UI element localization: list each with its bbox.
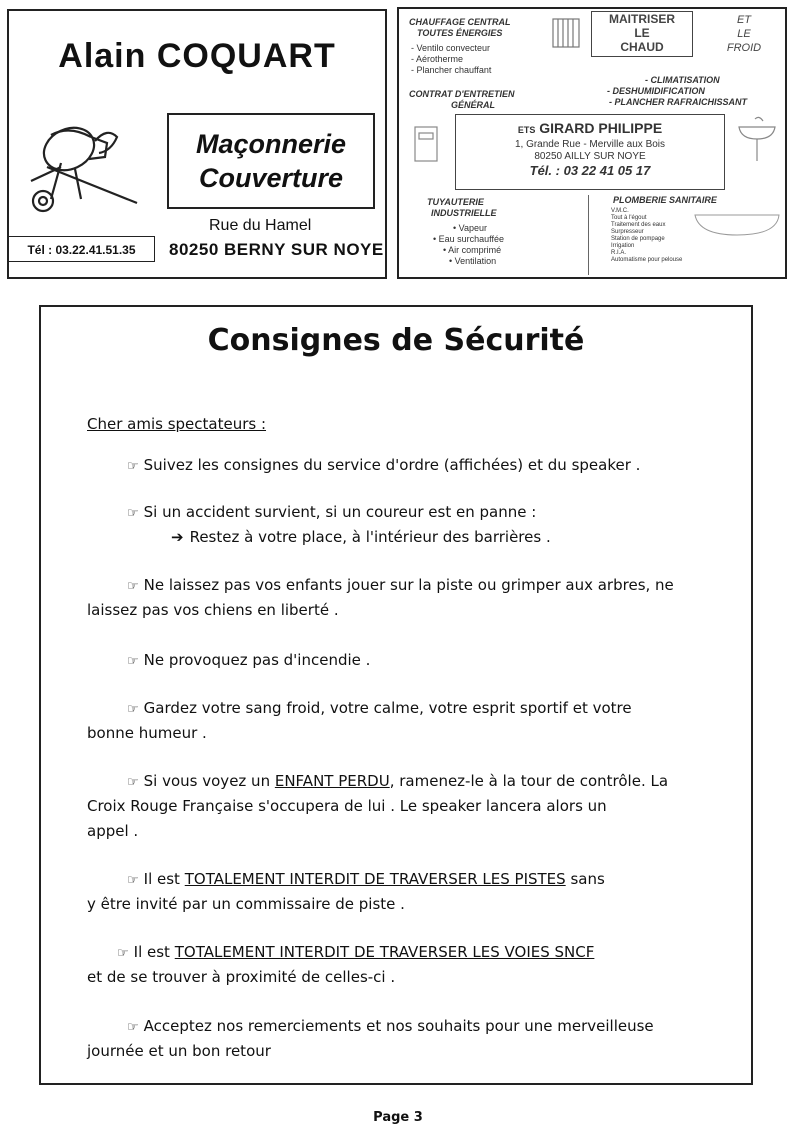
- sink-icon: [735, 113, 779, 165]
- industrial-item: • Ventilation: [449, 256, 497, 266]
- plumbing-item: Tout à l'égout: [611, 215, 647, 221]
- instruction-2-sub: [171, 525, 551, 550]
- plumbing-item: Station de pompage: [611, 236, 665, 242]
- instruction-text: Ne laissez pas vos enfants jouer sur la piste ou grimper aux arbres, ne: [143, 576, 674, 594]
- heating-title-2: TOUTES ÉNERGIES: [417, 28, 503, 38]
- contract-title-2: GÉNÉRAL: [451, 100, 496, 110]
- heating-item: - Ventilo convecteur: [411, 43, 491, 53]
- hand-pointer-icon: ☞: [127, 1020, 139, 1035]
- hand-pointer-icon: ☞: [127, 654, 139, 669]
- ad-coquart-trade: [167, 113, 375, 209]
- page-number: Page 3: [373, 1110, 423, 1125]
- instruction-9: [127, 1014, 654, 1040]
- hand-pointer-icon: ☞: [127, 459, 139, 474]
- instruction-text: Restez à votre place, à l'intérieur des barrières .: [189, 528, 551, 546]
- hand-pointer-icon: ☞: [127, 775, 139, 790]
- boiler-icon: [411, 125, 441, 165]
- plumbing-item: Automatisme pour pelouse: [611, 257, 683, 263]
- plumbing-item: R.I.A.: [611, 250, 627, 256]
- company-address-1: 1, Grande Rue - Merville aux Bois: [514, 139, 666, 150]
- arrow-right-icon: ➔: [171, 528, 184, 546]
- industrial-title-1: TUYAUTERIE: [427, 197, 484, 207]
- instruction-5-cont: bonne humeur .: [87, 724, 207, 742]
- divider: [588, 195, 589, 275]
- cooling-item: - PLANCHER RAFRAICHISSANT: [609, 97, 747, 107]
- greeting: Cher amis spectateurs :: [87, 415, 267, 433]
- hand-pointer-icon: ☞: [117, 946, 129, 961]
- instruction-3: [127, 573, 674, 599]
- instruction-text: Si un accident survient, si un coureur est en panne :: [143, 503, 537, 521]
- instruction-8-cont: et de se trouver à proximité de celles-ci .: [87, 968, 396, 986]
- cooling-item: - CLIMATISATION: [645, 75, 720, 85]
- instruction-7-cont: y être invité par un commissaire de piste .: [87, 895, 405, 913]
- plumbing-item: Irrigation: [611, 243, 635, 249]
- instruction-text: Il est: [143, 870, 180, 888]
- safety-notice: [39, 305, 753, 1085]
- slogan-hot-line: MAITRISER: [609, 12, 675, 26]
- ad-coquart-name: Alain COQUART: [58, 37, 336, 75]
- plumbing-title: PLOMBERIE SANITAIRE: [613, 195, 717, 205]
- industrial-title-2: INDUSTRIELLE: [431, 208, 497, 218]
- company-phone: Tél. : 03 22 41 05 17: [529, 163, 651, 178]
- lost-child-emphasis: ENFANT PERDU: [274, 772, 390, 790]
- heating-item: - Plancher chauffant: [411, 65, 492, 75]
- industrial-item: • Air comprimé: [443, 245, 502, 255]
- hand-pointer-icon: ☞: [127, 506, 139, 521]
- instruction-6-cont: appel .: [87, 822, 139, 840]
- instruction-3-cont: laissez pas vos chiens en liberté .: [87, 601, 339, 619]
- slogan-cold-line: FROID: [726, 42, 762, 54]
- company-name-text: GIRARD PHILIPPE: [539, 120, 663, 136]
- industrial-item: • Eau surchauffée: [433, 234, 505, 244]
- instruction-8: [117, 940, 594, 966]
- trade-line-1: Maçonnerie: [195, 129, 347, 159]
- ad-coquart-city: 80250 BERNY SUR NOYE: [169, 240, 384, 259]
- plumbing-item: Surpresseur: [611, 229, 644, 235]
- instruction-text: Si vous voyez un: [143, 772, 271, 790]
- instruction-text: Il est: [133, 943, 170, 961]
- ad-coquart-phone: Tél : 03.22.41.51.35: [9, 236, 155, 262]
- hand-pointer-icon: ☞: [127, 579, 139, 594]
- radiator-icon: [551, 15, 581, 51]
- industrial-item: • Vapeur: [453, 223, 488, 233]
- instruction-text: Acceptez nos remerciements et nos souhaits pour une merveilleuse: [143, 1017, 654, 1035]
- cooling-item: - DESHUMIDIFICATION: [607, 86, 705, 96]
- slogan-cold: [709, 13, 779, 55]
- instruction-2: [127, 500, 536, 526]
- hand-pointer-icon: ☞: [127, 702, 139, 717]
- slogan-cold-line: ET: [736, 14, 752, 26]
- hand-pointer-icon: ☞: [127, 873, 139, 888]
- instruction-text: , ramenez-le à la tour de contrôle. La: [389, 772, 669, 790]
- ad-coquart-street: Rue du Hamel: [209, 217, 312, 234]
- instruction-4: [127, 648, 370, 674]
- instruction-6: [127, 769, 668, 795]
- company-name: [456, 119, 724, 139]
- railway-forbidden-emphasis: TOTALEMENT INTERDIT DE TRAVERSER LES VOIES SNCF: [174, 943, 595, 961]
- instruction-1: [127, 453, 640, 479]
- page-title: Consignes de Sécurité: [207, 323, 585, 358]
- trade-line-2: Couverture: [198, 163, 344, 193]
- instruction-5: [127, 696, 632, 722]
- company-block: [455, 114, 725, 190]
- instruction-text: sans: [565, 870, 605, 888]
- instruction-6-cont: Croix Rouge Française s'occupera de lui . Le speaker lancera alors un: [87, 797, 607, 815]
- tracks-forbidden-emphasis: TOTALEMENT INTERDIT DE TRAVERSER LES PISTES: [184, 870, 566, 888]
- slogan-hot-line: LE: [634, 26, 650, 40]
- instruction-9-cont: journée et un bon retour: [87, 1042, 271, 1060]
- slogan-hot-line: CHAUD: [620, 40, 664, 54]
- cement-mixer-icon: [21, 107, 149, 217]
- slogan-hot: [591, 11, 693, 57]
- heating-title-1: CHAUFFAGE CENTRAL: [409, 17, 511, 27]
- heating-item: - Aérotherme: [411, 54, 464, 64]
- ad-coquart: [7, 9, 387, 279]
- company-address-2: 80250 AILLY SUR NOYE: [534, 151, 646, 162]
- instruction-7: [127, 867, 605, 893]
- instruction-text: Suivez les consignes du service d'ordre (affichées) et du speaker .: [143, 456, 641, 474]
- ad-girard: [397, 7, 787, 279]
- bathtub-icon: [691, 205, 783, 245]
- instruction-text: Gardez votre sang froid, votre calme, votre esprit sportif et votre: [143, 699, 632, 717]
- company-prefix: ETS: [517, 125, 536, 135]
- contract-title-1: CONTRAT D'ENTRETIEN: [409, 89, 515, 99]
- instruction-text: Ne provoquez pas d'incendie .: [143, 651, 371, 669]
- plumbing-item: Traitement des eaux: [611, 222, 666, 228]
- slogan-cold-line: LE: [737, 28, 751, 40]
- plumbing-item: V.M.C.: [611, 208, 629, 214]
